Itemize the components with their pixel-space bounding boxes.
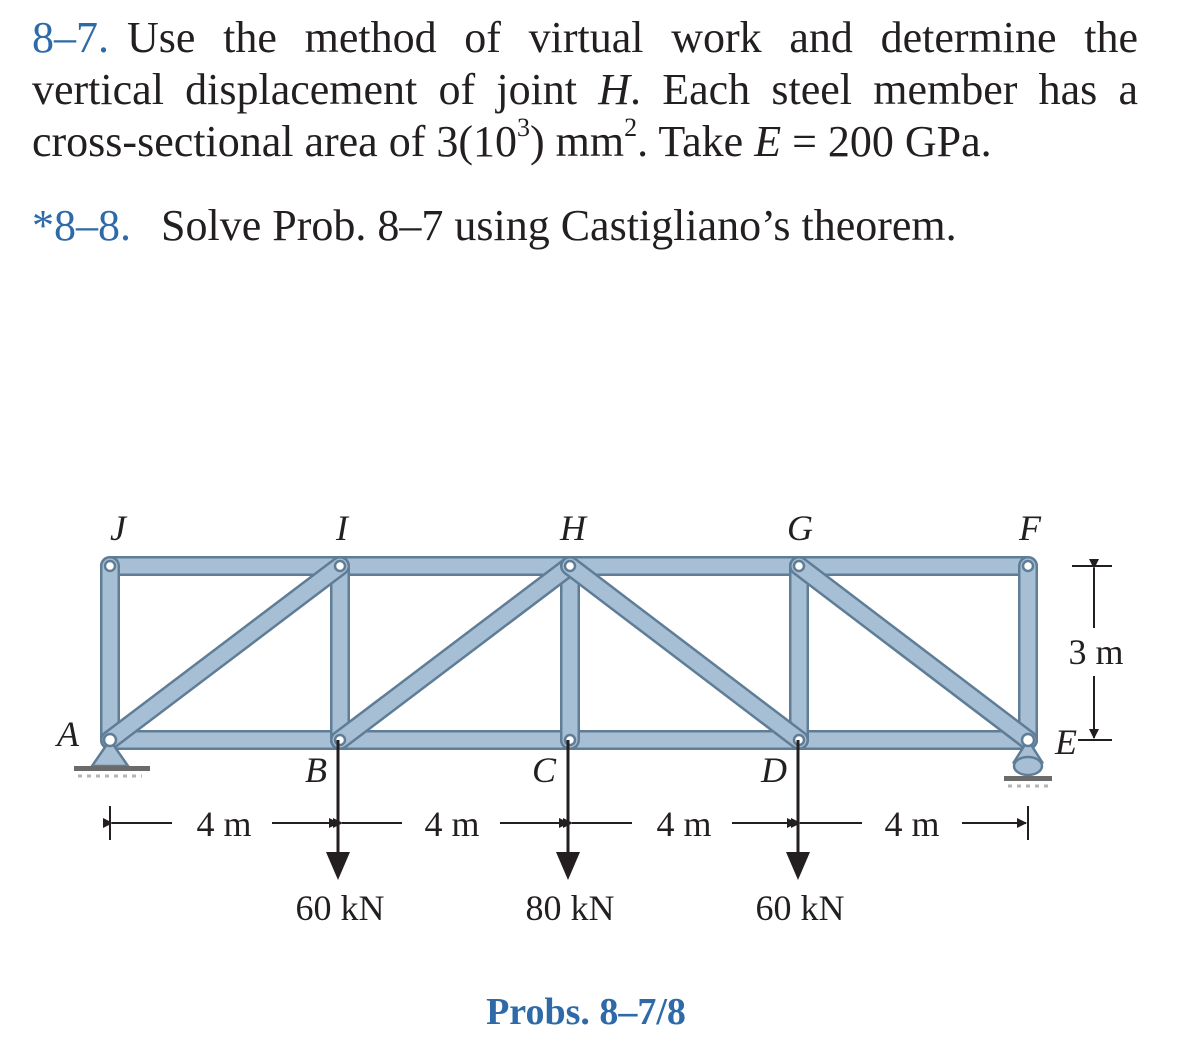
problem-text-take: . Take: [637, 117, 755, 166]
load-arrows: [326, 740, 810, 880]
load-label: 60 kN: [755, 888, 845, 928]
problem-text-line2: vertical displacement of joint: [32, 65, 599, 114]
joint-label-I: I: [336, 508, 348, 548]
problem-text-line1: Use the method of virtual work and determine the: [127, 13, 1138, 62]
pin-F: [1023, 561, 1033, 571]
joint-label-D: D: [761, 750, 787, 790]
exponent: 3: [517, 113, 531, 142]
span-label: 4 m: [884, 804, 940, 844]
member-GE: [799, 566, 1028, 740]
member-BH: [340, 566, 570, 740]
problem-text-line3: cross-sectional area of 3(10: [32, 117, 518, 166]
member-HD: [570, 566, 799, 740]
problem-number: 8–7.: [32, 13, 109, 62]
exponent: 2: [624, 113, 638, 142]
span-label: 4 m: [196, 804, 252, 844]
joint-label-E: E: [1055, 722, 1077, 762]
span-label: 4 m: [424, 804, 480, 844]
truss-members: [110, 566, 1028, 740]
pin-G: [794, 561, 804, 571]
pin-I: [335, 561, 345, 571]
joint-label-B: B: [305, 750, 327, 790]
problem-text: Solve Prob. 8–7 using Castigliano’s theorem.: [161, 201, 957, 250]
problem-number: *8–8.: [32, 201, 131, 250]
member-AI: [110, 566, 340, 740]
joint-label-H: H: [560, 508, 586, 548]
joint-symbol: H: [598, 65, 631, 114]
joint-label-C: C: [531, 750, 557, 790]
figure-caption: Probs. 8–7/8: [486, 991, 686, 1033]
problem-text-line2-end: . Each steel member has a: [630, 65, 1138, 114]
pin-H: [565, 561, 575, 571]
joint-label-A: A: [57, 714, 79, 754]
joint-label-J: J: [110, 508, 126, 548]
load-label: 60 kN: [295, 888, 385, 928]
problem-text-units: ) mm: [530, 117, 625, 166]
height-label: 3 m: [1068, 632, 1124, 672]
span-label: 4 m: [656, 804, 712, 844]
pin-J: [105, 561, 115, 571]
modulus-symbol: E: [754, 117, 782, 166]
load-label: 80 kN: [525, 888, 615, 928]
problem-text-modulus: = 200 GPa.: [781, 117, 992, 166]
joint-label-F: F: [1019, 508, 1041, 548]
joint-label-G: G: [787, 508, 813, 548]
